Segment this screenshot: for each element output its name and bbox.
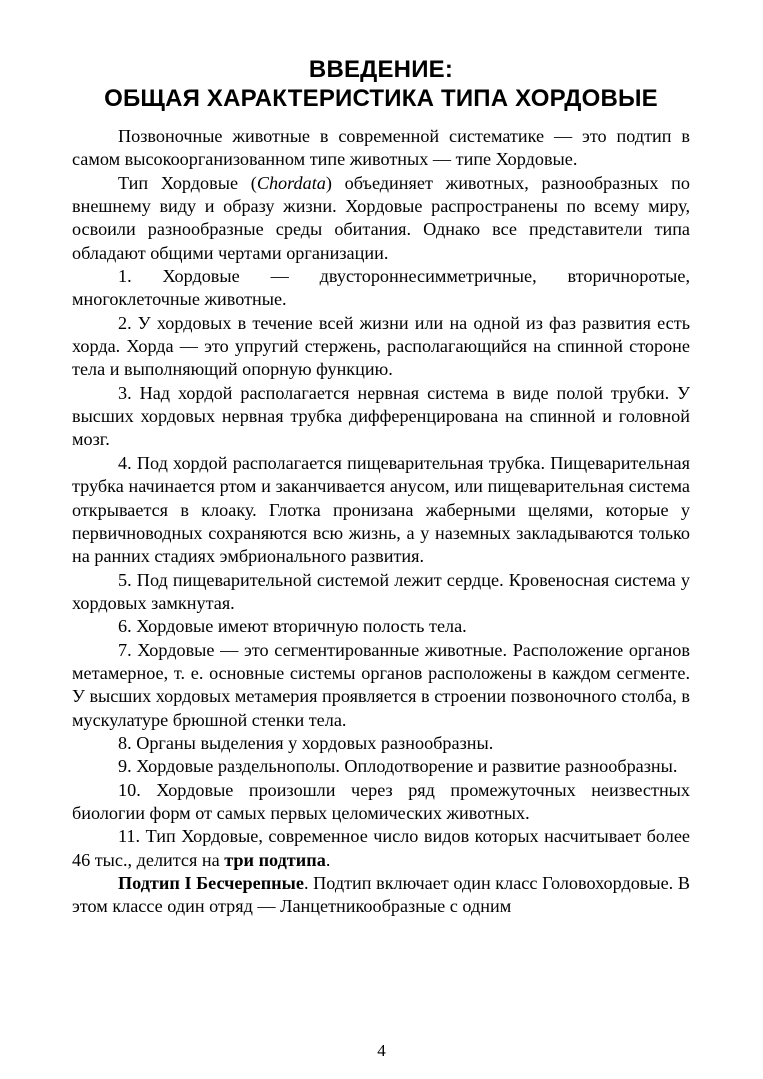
list-item-11-end: . xyxy=(325,849,331,870)
list-item-4: 4. Под хордой располагается пищеварительная трубка. Пищеварительная трубка начинается ртом и заканчивается анусом, или пищеварительная система открывается в клоаку. Глотка пронизана жаберными щелями, которые у первичноводных сохраняются всю жизнь, а у наземных закладываются только на ранних стадиях эмбрионального развития. xyxy=(72,452,690,567)
list-item-1: 1. Хордовые — двустороннесимметричные, вторичноротые, многоклеточные животные. xyxy=(72,266,690,310)
list-item-5: 5. Под пищеварительной системой лежит сердце. Кровеносная система у хордовых замкнутая. xyxy=(72,569,690,613)
paragraph-chordata-end: ) объединяет животных, разнообразных по внешнему виду и образу жизни. Хордовые распространены по всему миру, освоили разнообразные среды обитания. Однако все представители типа обладают общими чертами организации. xyxy=(72,172,691,263)
chapter-heading xyxy=(72,55,690,113)
paragraph-subtype-1-text: . Подтип включает один класс Головохордовые. В этом классе один отряд — Ланцетникообразные с одним xyxy=(72,873,690,917)
bold-term-three-subtypes: три подтипа xyxy=(224,849,326,870)
latin-term-chordata: Chordata xyxy=(256,172,326,193)
list-item-11 xyxy=(72,825,690,872)
list-item-11-start: 11. Тип Хордовые, современное число видов которых насчитывает более 46 тыс., делится на xyxy=(72,826,690,870)
list-item-7: 7. Хордовые — это сегментированные животные. Расположение органов метамерное, т. е. основные системы органов расположены в каждом сегменте. У высших хордовых метамерия проявляется в строении позвоночного столба, в мускулатуре брюшной стенки тела. xyxy=(72,639,690,730)
paragraph-subtype-1 xyxy=(72,872,690,919)
body-text xyxy=(72,125,690,919)
chapter-heading-line-2: ОБЩАЯ ХАРАКТЕРИСТИКА ТИПА ХОРДОВЫЕ xyxy=(104,85,658,112)
subtype-heading-acrania: Подтип I Бесчерепные xyxy=(118,873,304,893)
paragraph-chordata xyxy=(72,172,690,265)
list-item-8: 8. Органы выделения у хордовых разнообразны. xyxy=(118,732,494,753)
paragraph-chordata-start: Тип Хордовые ( xyxy=(118,172,257,193)
list-item-2: 2. У хордовых в течение всей жизни или на одной из фаз развития есть хорда. Хорда — это упругий стержень, располагающийся на спинной стороне тела и выполняющий опорную функцию. xyxy=(72,312,690,380)
list-item-6: 6. Хордовые имеют вторичную полость тела. xyxy=(118,616,467,637)
list-item-3: 3. Над хордой располагается нервная система в виде полой трубки. У высших хордовых нервная трубка дифференцирована на спинной и головной мозг. xyxy=(72,382,690,450)
document-page xyxy=(72,55,690,919)
chapter-heading-line-1: ВВЕДЕНИЕ: xyxy=(308,56,454,83)
list-item-9: 9. Хордовые раздельнополы. Оплодотворение и развитие разнообразны. xyxy=(118,756,678,777)
page-number: 4 xyxy=(377,1041,386,1060)
list-item-10: 10. Хордовые произошли через ряд промежуточных неизвестных биологии форм от самых первых целомических животных. xyxy=(72,779,690,823)
paragraph-intro: Позвоночные животные в современной систематике — это подтип в самом высокоорганизованном типе животных — типе Хордовые. xyxy=(72,126,690,170)
